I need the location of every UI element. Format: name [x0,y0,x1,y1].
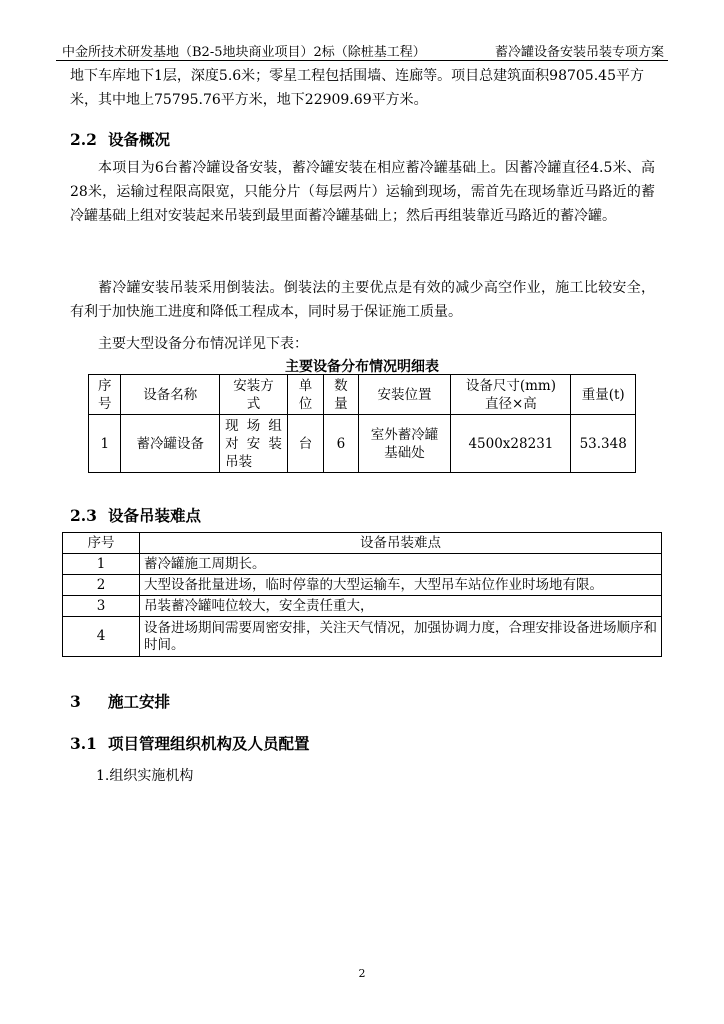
header-project-title: 中金所技术研发基地（B2-5地块商业项目）2标（除桩基工程） [62,45,426,60]
header-name: 设备名称 [121,375,220,415]
section-number: 2.3 [70,506,97,525]
table-row [63,554,662,575]
table-row [63,596,662,617]
section-title: 设备吊装难点 [108,506,202,525]
cell-method: 现场组 对安装 吊装 [220,415,288,473]
section-title: 设备概况 [108,130,171,149]
header-qty: 数 量 [324,375,358,415]
header-size: 设备尺寸(mm) 直径×高 [451,375,571,415]
header-weight: 重量(t) [571,375,636,415]
cell-qty: 6 [324,415,358,473]
section-title: 施工安排 [108,692,171,711]
cell-no: 4 [63,617,140,657]
cell-weight: 53.348 [571,415,636,473]
header-method: 安装方 式 [220,375,288,415]
table-row [63,617,662,657]
section-number: 3.1 [70,734,97,753]
section-title: 项目管理组织机构及人员配置 [108,734,310,753]
intro-line-1: 地下车库地下1层，深度5.6米；零星工程包括围墙、连廊等。项目总建筑面积98705.45平方 [70,68,644,84]
section-3-1-heading [70,732,310,754]
header-no: 序号 [63,533,140,554]
cell-difficulty: 吊装蓄冷罐吨位较大，安全责任重大， [140,596,662,617]
section-3-heading [70,690,170,712]
cell-location: 室外蓄冷罐 基础处 [358,415,451,473]
cell-no: 1 [63,554,140,575]
cell-no: 3 [63,596,140,617]
equipment-table [88,374,636,473]
section-2-3-heading [70,504,201,526]
header-unit: 单 位 [287,375,323,415]
org-structure-item: 1.组织实施机构 [96,768,194,784]
cell-name: 蓄冷罐设备 [121,415,220,473]
page-header [56,40,668,61]
difficulty-table [62,532,662,657]
overview-paragraph-1: 本项目为6台蓄冷罐设备安装，蓄冷罐安装在相应蓄冷罐基础上。因蓄冷罐直径4.5米、高28米，运输过程限高限宽，只能分片（每层两片）运输到现场，需首先在现场靠近马路近的蓄冷罐基础上组对安装起来吊装到最里面蓄冷罐基础上；然后再组装靠近马路近的蓄冷罐。 [70,160,655,224]
page-number: 2 [358,967,366,980]
overview-paragraph-2: 蓄冷罐安装吊装采用倒装法。倒装法的主要优点是有效的减少高空作业，施工比较安全，有利于加快施工进度和降低工程成本，同时易于保证施工质量。 [70,280,655,320]
table-row [89,415,636,473]
section-number: 2.2 [70,130,97,149]
equipment-table-caption: 主要设备分布情况明细表 [285,359,439,375]
section-number: 3 [70,692,81,711]
intro-line-2: 米，其中地上75795.76平方米，地下22909.69平方米。 [70,92,428,108]
cell-difficulty: 蓄冷罐施工周期长。 [140,554,662,575]
cell-no: 2 [63,575,140,596]
table-header-row [63,533,662,554]
header-difficulty: 设备吊装难点 [140,533,662,554]
overview-paragraph-3: 主要大型设备分布情况详见下表： [98,336,308,352]
header-document-title: 蓄冷罐设备安装吊装专项方案 [494,45,664,60]
cell-difficulty: 设备进场期间需要周密安排，关注天气情况，加强协调力度，合理安排设备进场顺序和时间。 [140,617,662,657]
header-no: 序 号 [89,375,121,415]
cell-size: 4500x28231 [451,415,571,473]
cell-unit: 台 [287,415,323,473]
header-location: 安装位置 [358,375,451,415]
section-2-2-heading [70,128,170,150]
cell-difficulty: 大型设备批量进场，临时停靠的大型运输车，大型吊车站位作业时场地有限。 [140,575,662,596]
table-row [63,575,662,596]
table-header-row [89,375,636,415]
cell-no: 1 [89,415,121,473]
intro-paragraph [70,64,655,112]
